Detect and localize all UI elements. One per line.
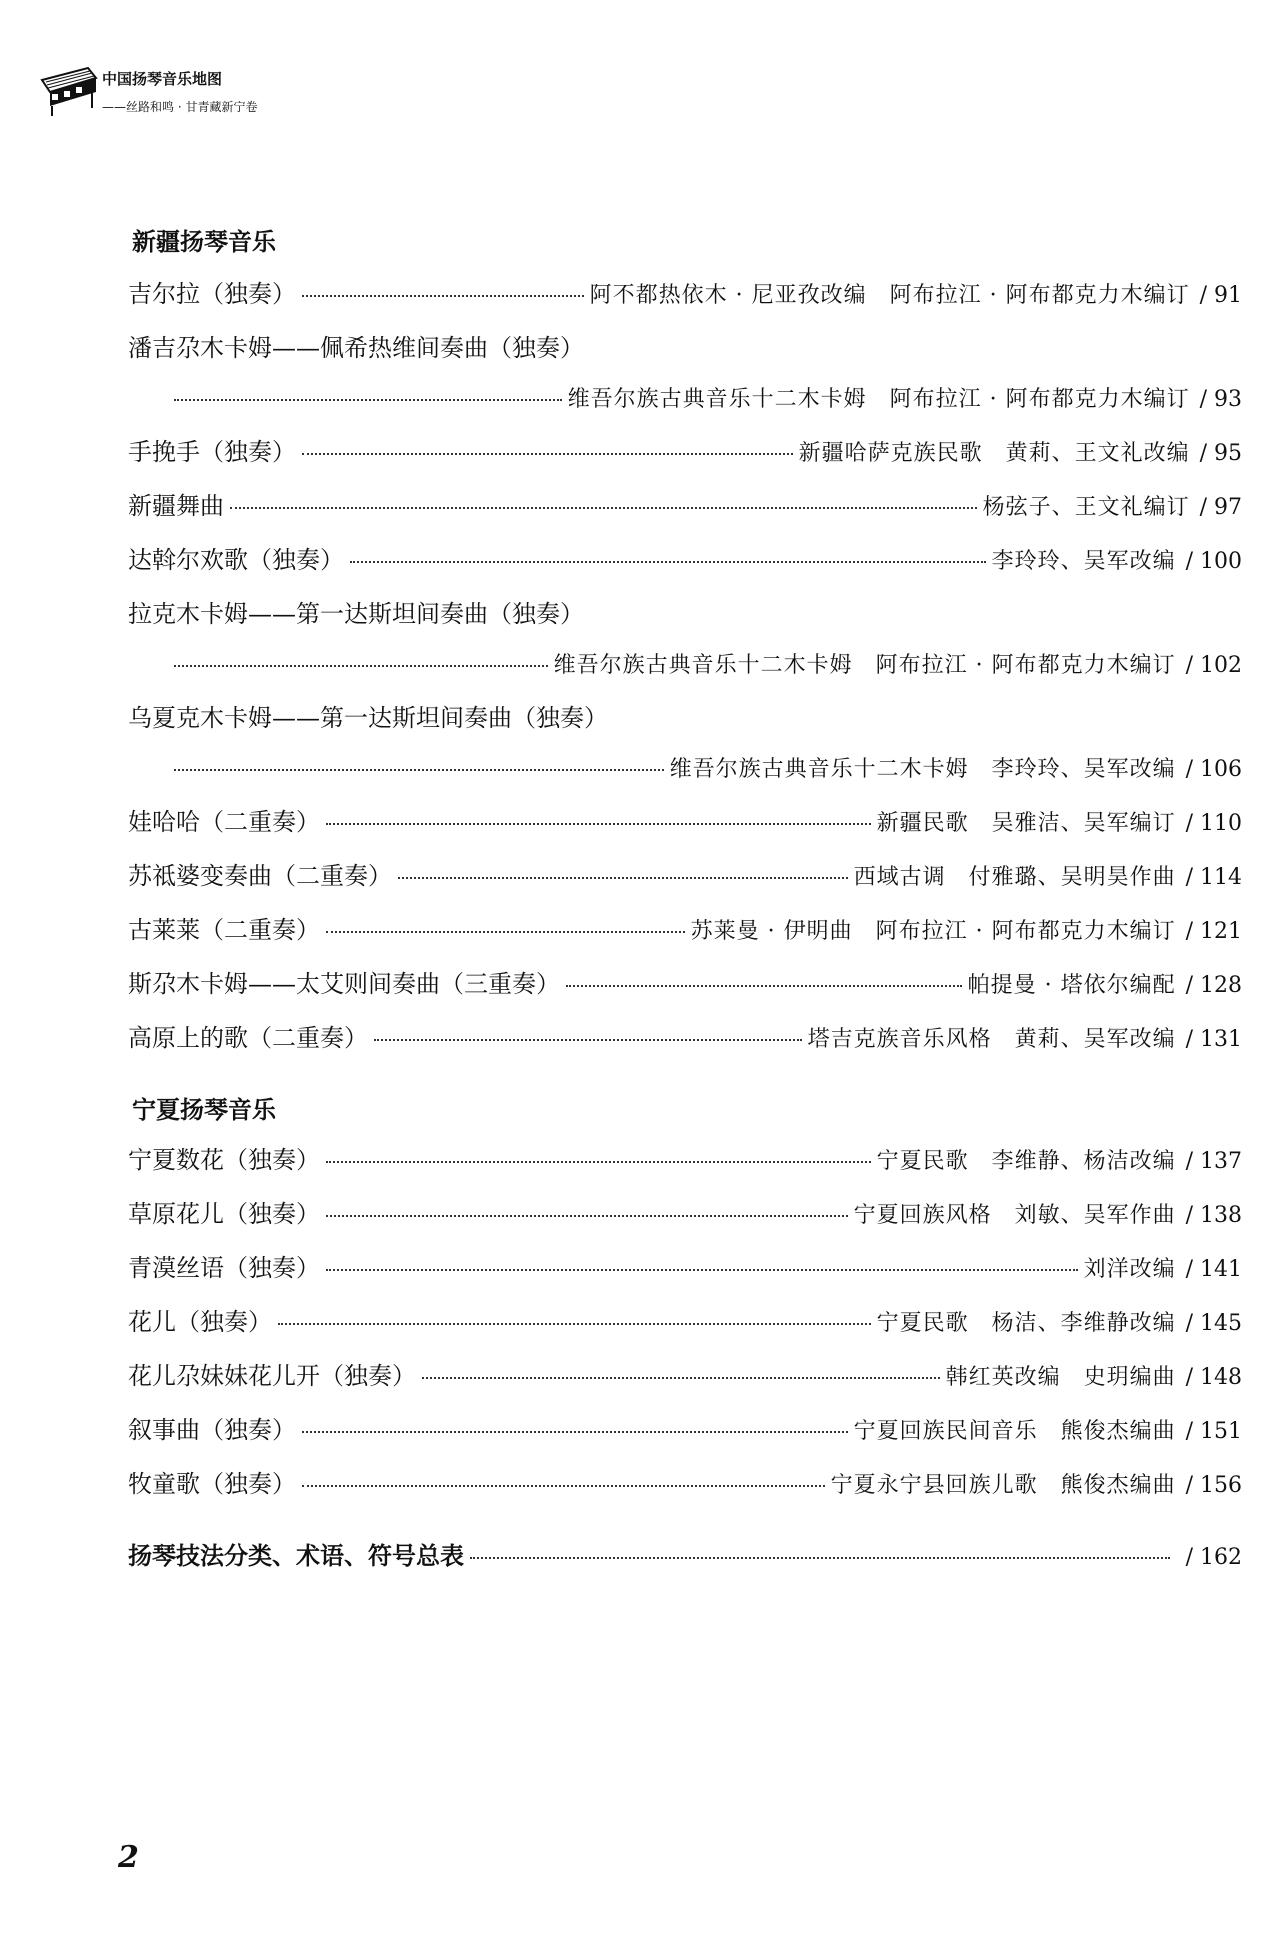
entry-title: 潘吉尕木卡姆——佩希热维间奏曲（独奏）	[128, 334, 584, 362]
entry-credit: 宁夏回族风格 刘敏、吴军作曲	[853, 1203, 1176, 1228]
entry-title: 扬琴技法分类、术语、符号总表	[128, 1542, 464, 1570]
dot-leader	[350, 561, 986, 563]
dot-leader	[422, 1377, 940, 1379]
entry-credit: 新疆民歌 吴雅洁、吴军编订	[876, 811, 1176, 836]
dot-leader	[302, 1431, 848, 1433]
entry-page: / 100	[1186, 549, 1242, 574]
dot-leader	[374, 1039, 802, 1041]
entry-page: / 131	[1186, 1027, 1242, 1052]
entry-page: / 145	[1186, 1311, 1242, 1336]
toc-entry	[128, 274, 1242, 308]
dot-leader	[326, 1161, 871, 1163]
entry-title: 高原上的歌（二重奏）	[128, 1024, 368, 1052]
entry-page: / 162	[1186, 1545, 1242, 1570]
entry-credit: 塔吉克族音乐风格 黄莉、吴军改编	[807, 1027, 1176, 1052]
toc-entry	[128, 1018, 1242, 1052]
entry-page: / 151	[1186, 1419, 1242, 1444]
entry-title: 达斡尔欢歌（独奏）	[128, 546, 344, 574]
entry-credit: 维吾尔族古典音乐十二木卡姆 李玲玲、吴军改编	[669, 757, 1176, 782]
toc-entry-continuation	[168, 752, 1242, 786]
entry-title: 古莱莱（二重奏）	[128, 916, 320, 944]
section-heading-ningxia: 宁夏扬琴音乐	[132, 1096, 276, 1124]
entry-title: 叙事曲（独奏）	[128, 1416, 296, 1444]
entry-credit: 宁夏回族民间音乐 熊俊杰编曲	[853, 1419, 1176, 1444]
entry-credit: 宁夏民歌 杨洁、李维静改编	[876, 1311, 1176, 1336]
entry-title: 斯尕木卡姆——太艾则间奏曲（三重奏）	[128, 970, 560, 998]
dot-leader	[566, 985, 962, 987]
entry-credit: 苏莱曼 · 伊明曲 阿布拉江 · 阿布都克力木编订	[690, 919, 1176, 944]
toc-entry	[128, 1248, 1242, 1282]
dot-leader	[326, 931, 685, 933]
dot-leader	[398, 877, 848, 879]
dulcimer-logo-icon	[38, 58, 100, 118]
dot-leader	[174, 769, 664, 771]
toc-entry-continuation	[168, 382, 1242, 416]
book-subtitle: ——丝路和鸣 · 甘青藏新宁卷	[102, 100, 258, 114]
entry-title: 花儿尕妹妹花儿开（独奏）	[128, 1362, 416, 1390]
toc-entry	[128, 432, 1242, 466]
dot-leader	[302, 295, 584, 297]
entry-title: 吉尔拉（独奏）	[128, 280, 296, 308]
entry-title: 乌夏克木卡姆——第一达斯坦间奏曲（独奏）	[128, 704, 608, 732]
dot-leader	[326, 1215, 848, 1217]
toc-entry	[128, 540, 1242, 574]
entry-credit: 韩红英改编 史玥编曲	[945, 1365, 1176, 1390]
entry-page: / 102	[1186, 653, 1242, 678]
entry-credit: 维吾尔族古典音乐十二木卡姆 阿布拉江 · 阿布都克力木编订	[567, 387, 1190, 412]
toc-entry	[128, 1302, 1242, 1336]
toc-entry	[128, 856, 1242, 890]
entry-title: 苏祗婆变奏曲（二重奏）	[128, 862, 392, 890]
entry-page: / 121	[1186, 919, 1242, 944]
toc-entry	[128, 1464, 1242, 1498]
entry-title: 新疆舞曲	[128, 492, 224, 520]
entry-page: / 141	[1186, 1257, 1242, 1282]
entry-title: 花儿（独奏）	[128, 1308, 272, 1336]
dot-leader	[470, 1557, 1170, 1559]
entry-title: 青漠丝语（独奏）	[128, 1254, 320, 1282]
book-title: 中国扬琴音乐地图	[102, 70, 223, 88]
toc-entry	[128, 802, 1242, 836]
entry-credit: 宁夏民歌 李维静、杨洁改编	[876, 1149, 1176, 1174]
entry-page: / 128	[1186, 973, 1242, 998]
entry-credit: 帕提曼 · 塔依尔编配	[967, 973, 1176, 998]
entry-page: / 138	[1186, 1203, 1242, 1228]
page-number: 2	[118, 1840, 139, 1875]
toc-entry	[128, 1356, 1242, 1390]
entry-title: 宁夏数花（独奏）	[128, 1146, 320, 1174]
entry-page: / 148	[1186, 1365, 1242, 1390]
entry-page: / 95	[1200, 441, 1242, 466]
section-heading-xinjiang: 新疆扬琴音乐	[132, 228, 276, 256]
entry-page: / 91	[1200, 283, 1242, 308]
entry-title: 牧童歌（独奏）	[128, 1470, 296, 1498]
entry-title: 手挽手（独奏）	[128, 438, 296, 466]
entry-page: / 156	[1186, 1473, 1242, 1498]
toc-entry	[128, 964, 1242, 998]
toc-entry	[128, 1410, 1242, 1444]
entry-credit: 李玲玲、吴军改编	[991, 549, 1176, 574]
toc-entry	[128, 1140, 1242, 1174]
entry-credit: 维吾尔族古典音乐十二木卡姆 阿布拉江 · 阿布都克力木编订	[553, 653, 1176, 678]
dot-leader	[326, 1269, 1078, 1271]
dot-leader	[174, 665, 548, 667]
book-header	[38, 58, 338, 128]
entry-title: 草原花儿（独奏）	[128, 1200, 320, 1228]
dot-leader	[278, 1323, 871, 1325]
toc-entry	[128, 486, 1242, 520]
entry-credit: 西域古调 付雅璐、吴明昊作曲	[853, 865, 1176, 890]
dot-leader	[326, 823, 871, 825]
entry-credit: 阿不都热依木 · 尼亚孜改编 阿布拉江 · 阿布都克力木编订	[589, 283, 1190, 308]
entry-page: / 114	[1186, 865, 1242, 890]
dot-leader	[302, 1485, 825, 1487]
toc-entry-continuation	[168, 648, 1242, 682]
toc-entry	[128, 1194, 1242, 1228]
entry-credit: 新疆哈萨克族民歌 黄莉、王文礼改编	[798, 441, 1190, 466]
entry-credit: 杨弦子、王文礼编订	[982, 495, 1190, 520]
toc-entry-appendix	[128, 1536, 1242, 1570]
entry-page: / 93	[1200, 387, 1242, 412]
entry-page: / 106	[1186, 757, 1242, 782]
toc-entry	[128, 910, 1242, 944]
entry-credit: 刘洋改编	[1083, 1257, 1176, 1282]
entry-credit: 宁夏永宁县回族儿歌 熊俊杰编曲	[830, 1473, 1176, 1498]
entry-page: / 97	[1200, 495, 1242, 520]
entry-title: 娃哈哈（二重奏）	[128, 808, 320, 836]
entry-page: / 137	[1186, 1149, 1242, 1174]
dot-leader	[302, 453, 793, 455]
entry-page: / 110	[1186, 811, 1242, 836]
dot-leader	[174, 399, 562, 401]
entry-title: 拉克木卡姆——第一达斯坦间奏曲（独奏）	[128, 600, 584, 628]
dot-leader	[230, 507, 977, 509]
